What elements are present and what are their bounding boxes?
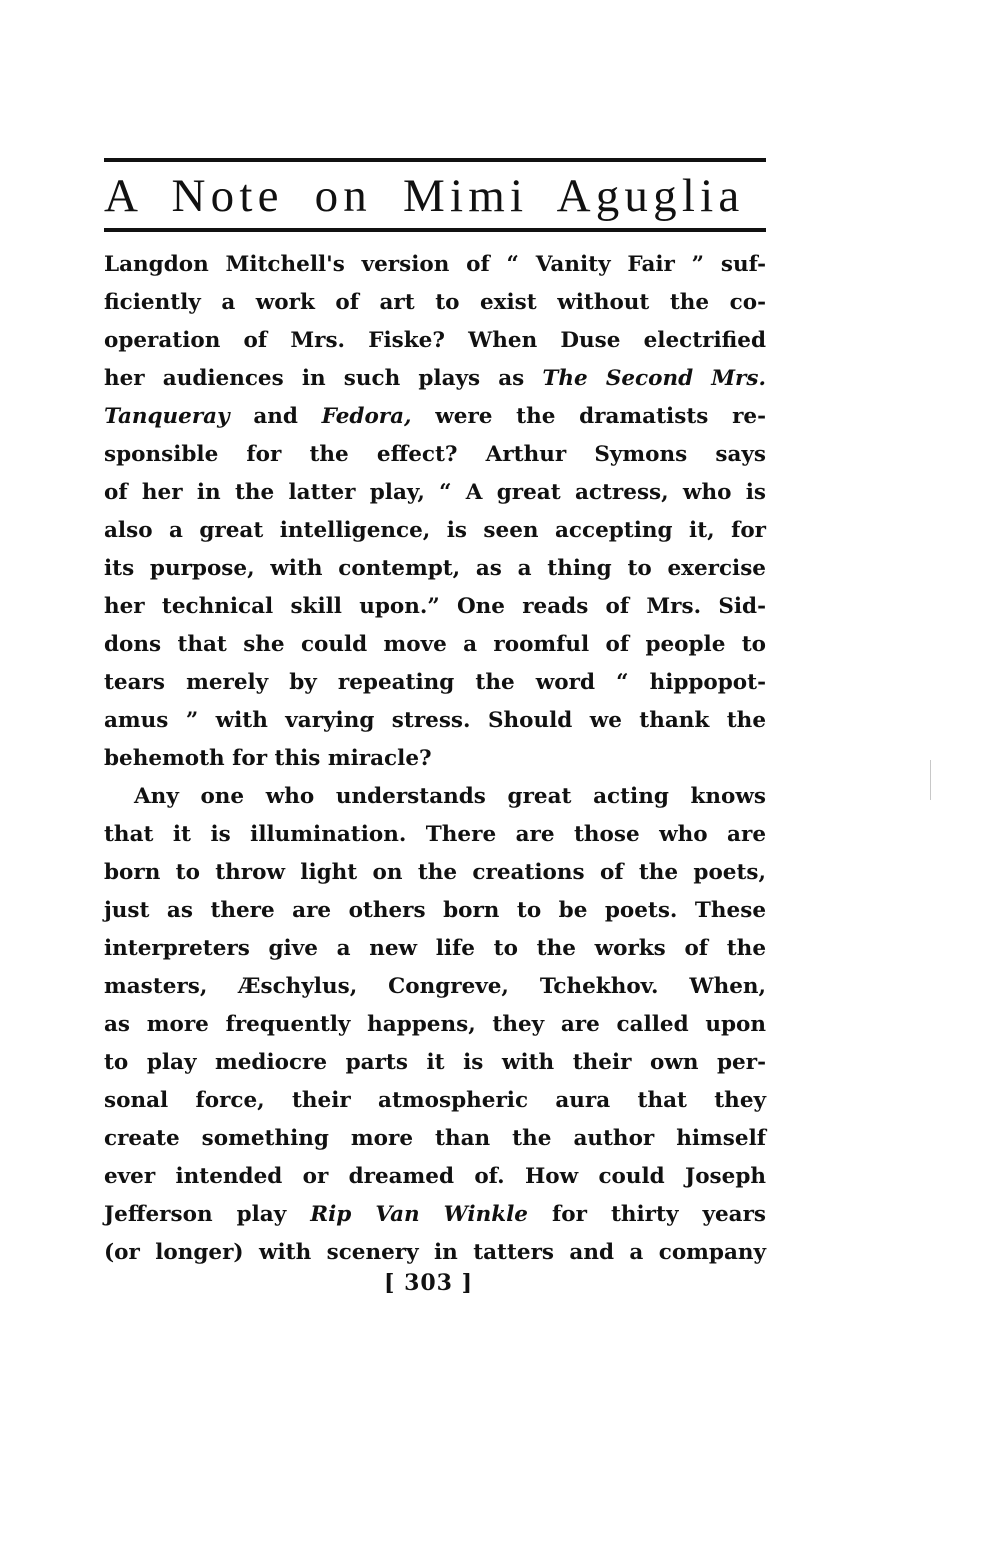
page-number: [ 303 ]: [384, 1270, 474, 1296]
text-line: of her in the latter play, “ A great actress, who is: [104, 480, 766, 505]
text-line: tears merely by repeating the word “ hippopot-: [104, 670, 766, 695]
text-line: born to throw light on the creations of the poets,: [104, 860, 766, 885]
text-segment: and: [229, 404, 322, 429]
text-line: sonal force, their atmospheric aura that they: [104, 1088, 766, 1113]
text-line: that it is illumination. There are those who are: [104, 822, 766, 847]
text-line: also a great intelligence, is seen accepting it, for: [104, 518, 766, 543]
text-line: [104, 1196, 766, 1234]
text-line: dons that she could move a roomful of people to: [104, 632, 766, 657]
scan-artifact: [930, 760, 931, 800]
text-line: create something more than the author himself: [104, 1126, 766, 1151]
text-line: Langdon Mitchell's version of “ Vanity Fair ” suf-: [104, 252, 766, 277]
italic-title: Fedora,: [321, 404, 412, 429]
text-line: sponsible for the effect? Arthur Symons says: [104, 442, 766, 467]
text-line: to play mediocre parts it is with their own per-: [104, 1050, 766, 1075]
page: [104, 158, 766, 1272]
text-segment: were the dramatists re-: [411, 404, 766, 429]
text-line: behemoth for this miracle?: [104, 746, 432, 771]
italic-title: Rip Van Winkle: [310, 1202, 528, 1227]
text-line: as more frequently happens, they are called upon: [104, 1012, 766, 1037]
text-line: just as there are others born to be poets. These: [104, 898, 766, 923]
text-line: (or longer) with scenery in tatters and a company: [104, 1240, 766, 1265]
text-line: operation of Mrs. Fiske? When Duse electrified: [104, 328, 766, 353]
text-segment: for thirty years: [527, 1202, 766, 1227]
text-line: amus ” with varying stress. Should we thank the: [104, 708, 766, 733]
text-line: [104, 398, 766, 436]
text-line: interpreters give a new life to the works of the: [104, 936, 766, 961]
text-line: Any one who understands great acting knows: [134, 784, 766, 809]
text-line: ever intended or dreamed of. How could Joseph: [104, 1164, 766, 1189]
text-segment: Jefferson play: [104, 1202, 311, 1227]
text-line: masters, Æschylus, Congreve, Tchekhov. When,: [104, 974, 766, 999]
italic-title: Tanqueray: [104, 404, 230, 429]
page-title: A Note on Mimi Aguglia: [104, 170, 745, 222]
title-top-rule: [104, 158, 766, 162]
text-segment: her audiences in such plays as: [104, 366, 543, 391]
italic-title: The Second Mrs.: [542, 366, 766, 391]
text-line: ficiently a work of art to exist without the co-: [104, 290, 766, 315]
title-bottom-rule: [104, 228, 766, 232]
text-line: her technical skill upon.” One reads of Mrs. Sid-: [104, 594, 766, 619]
text-line: its purpose, with contempt, as a thing to exercise: [104, 556, 766, 581]
body-text: [104, 246, 766, 1272]
text-line: [104, 360, 766, 398]
